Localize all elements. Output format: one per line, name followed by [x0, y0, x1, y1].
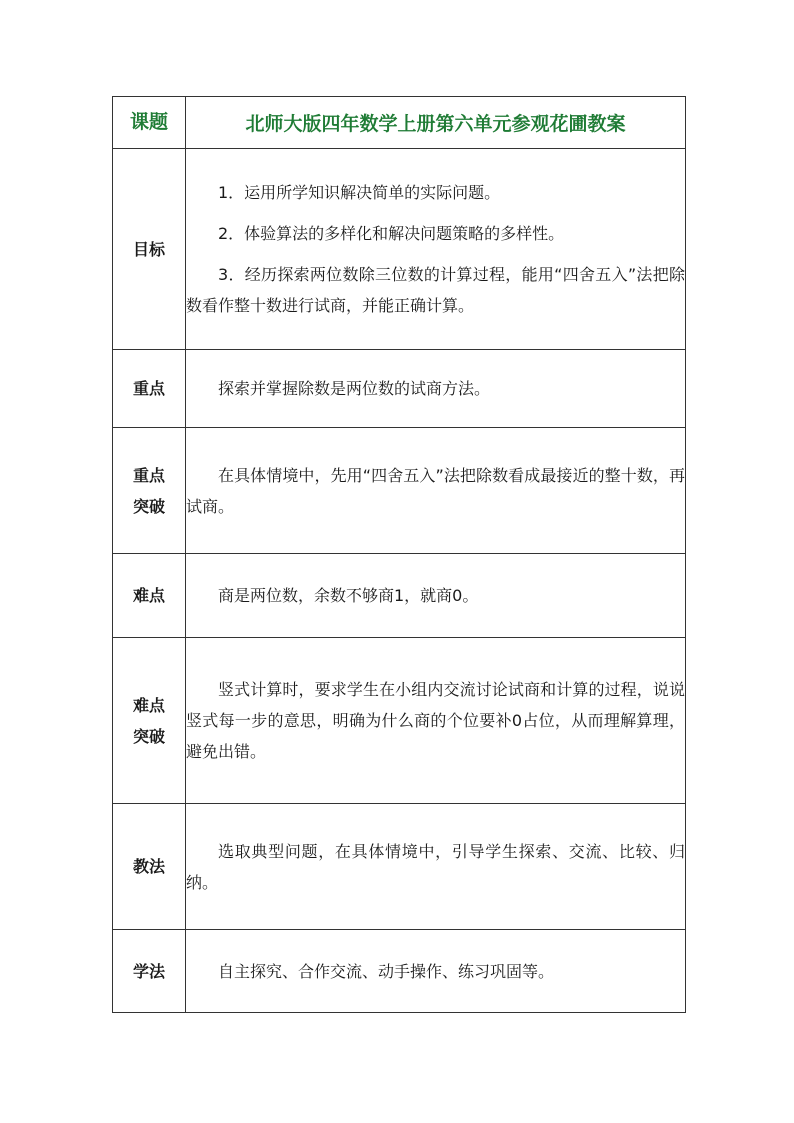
difficulty-breakthrough-row — [113, 638, 686, 804]
lesson-plan-table — [112, 96, 686, 1013]
key-point-row — [113, 350, 686, 428]
goals-row — [113, 149, 686, 350]
goal-item-1: 1．运用所学知识解决简单的实际问题。 — [218, 183, 501, 202]
key-breakthrough-row — [113, 428, 686, 554]
key-breakthrough-label-line1: 重点 — [132, 465, 165, 485]
difficulty-breakthrough-label-line1: 难点 — [132, 695, 165, 715]
key-point-text: 探索并掌握除数是两位数的试商方法。 — [218, 379, 491, 398]
goal-item-2: 2．体验算法的多样化和解决问题策略的多样性。 — [218, 224, 565, 243]
goals-content — [186, 149, 686, 350]
teaching-method-content — [186, 804, 686, 930]
learning-method-label: 学法 — [113, 930, 186, 1013]
key-breakthrough-text: 在具体情境中，先用“四舍五入”法把除数看成最接近的整十数，再试商。 — [186, 465, 685, 516]
difficulty-breakthrough-text: 竖式计算时，要求学生在小组内交流讨论试商和计算的过程，说说竖式每一步的意思，明确为什么商的个位要补0占位，从而理解算理，避免出错。 — [186, 680, 685, 761]
goal-item-3: 3．经历探索两位数除三位数的计算过程，能用“四舍五入”法把除数看作整十数进行试商，并能正确计算。 — [186, 265, 685, 315]
key-point-label: 重点 — [113, 350, 186, 428]
goals-label: 目标 — [113, 149, 186, 350]
key-point-content — [186, 350, 686, 428]
difficulty-text: 商是两位数，余数不够商1，就商0。 — [218, 586, 479, 605]
difficulty-label: 难点 — [113, 554, 186, 638]
teaching-method-text: 选取典型问题，在具体情境中，引导学生探索、交流、比较、归纳。 — [186, 841, 685, 892]
difficulty-breakthrough-label-line2: 突破 — [132, 726, 165, 746]
key-breakthrough-label-line2: 突破 — [132, 496, 165, 516]
difficulty-breakthrough-content — [186, 638, 686, 804]
topic-label: 课题 — [113, 97, 186, 149]
title-row — [113, 97, 686, 149]
key-breakthrough-content — [186, 428, 686, 554]
learning-method-text: 自主探究、合作交流、动手操作、练习巩固等。 — [218, 961, 555, 981]
learning-method-content — [186, 930, 686, 1013]
lesson-title: 北师大版四年数学上册第六单元参观花圃教案 — [186, 97, 686, 149]
difficulty-row — [113, 554, 686, 638]
difficulty-content — [186, 554, 686, 638]
teaching-method-label: 教法 — [113, 804, 186, 930]
key-breakthrough-label — [113, 428, 186, 554]
learning-method-row — [113, 930, 686, 1013]
difficulty-breakthrough-label — [113, 638, 186, 804]
teaching-method-row — [113, 804, 686, 930]
